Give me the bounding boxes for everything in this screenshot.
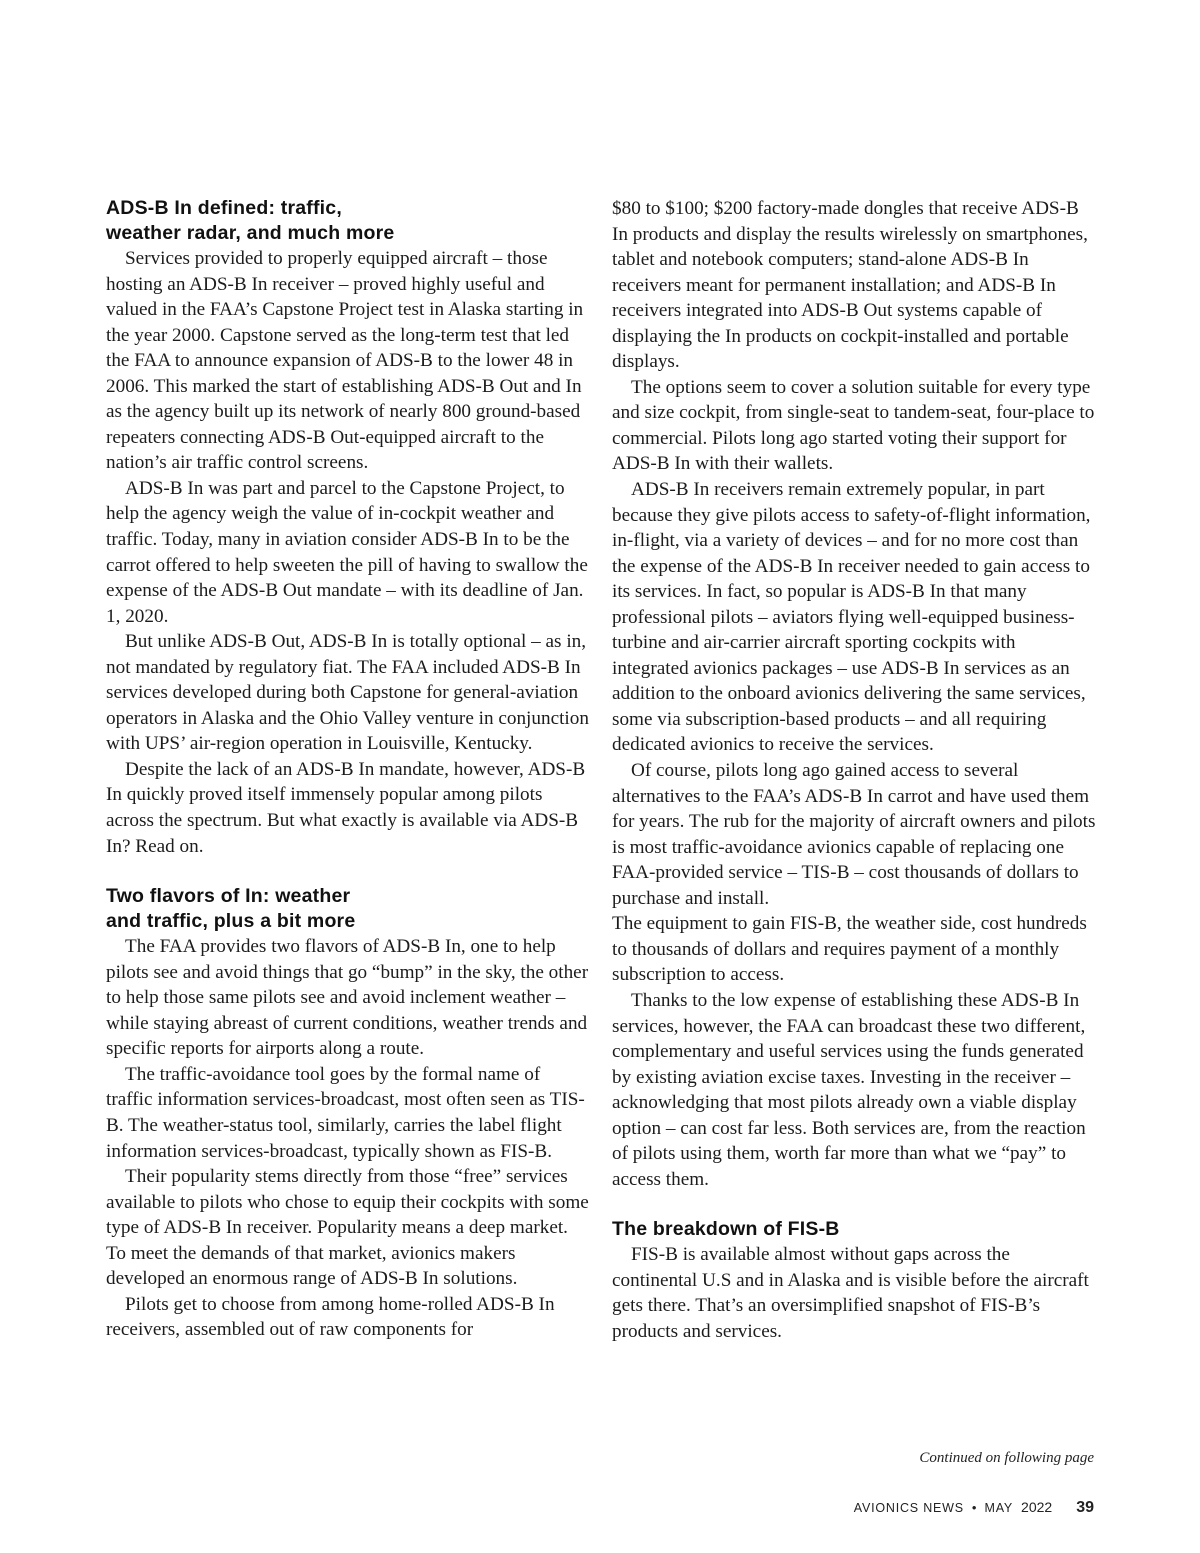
paragraph: ADS-B In was part and parcel to the Capstone Project, to help the agency weigh the value of in-cockpit weather and traffic. Today, many in aviation consider ADS-B In to be the carrot offered to help sweeten the pill of having to swallow the expense of the ADS-B Out mandate – with its deadline of Jan. 1, 2020. [106,477,588,627]
heading-line: and traffic, plus a bit more [106,910,356,933]
paragraph: Despite the lack of an ADS-B In mandate, however, ADS-B In quickly proved itself immensely popular among pilots across the spectrum. But what exactly is available via ADS-B In? Read on. [106,758,586,857]
publication-name: AVIONICS NEWS [853,1501,964,1515]
section-heading-ads-b-in-defined [106,196,590,246]
heading-line: ADS-B In defined: traffic, [106,197,342,219]
issue-month: MAY [984,1501,1014,1515]
paragraph: But unlike ADS-B Out, ADS-B In is totally optional – as in, not mandated by regulatory fiat. The FAA included ADS-B In services developed during both Capstone for general-aviation operators in Alaska and the Ohio Valley venture in conjunction with UPS’ air-region operation in Louisville, Kentucky. [106,631,589,755]
paragraph: The FAA provides two flavors of ADS-B In, one to help pilots see and avoid things that go “bump” in the sky, the other to help those same pilots see and avoid inclement weather – while staying abreast of current conditions, weather trends and specific reports for airports along a route. [106,936,589,1060]
issue-year: 2022 [1021,1499,1053,1515]
section-heading-two-flavors [106,884,590,934]
paragraph: Their popularity stems directly from those “free” services available to pilots who chose to equip their cockpits with some type of ADS-B In receiver. Popularity means a deep market. To meet the demands of that market, avionics makers developed an enormous range of ADS-B In solutions. [106,1166,589,1290]
paragraph: $80 to $100; $200 factory-made dongles that receive ADS-B In products and display the results wirelessly on smartphones, tablet and notebook computers; stand-alone ADS-B In receivers meant for permanent installation; and ADS-B In receivers integrated into ADS-B Out systems capable of displaying the In products on cockpit-installed and portable displays. [612,198,1088,373]
paragraph: The traffic-avoidance tool goes by the formal name of traffic information services-broadcast, most often seen as TIS-B. The weather-status tool, similarly, carries the label flight information services-broadcast, typically shown as FIS-B. [106,1063,585,1162]
paragraph: The options seem to cover a solution suitable for every type and size cockpit, from single-seat to tandem-seat, four-place to commercial. Pilots long ago started voting their support for ADS-B In with their wallets. [612,376,1095,475]
paragraph: Of course, pilots long ago gained access to several alternatives to the FAA’s ADS-B In carrot and have used them for years. The rub for the majority of aircraft owners and pilots is most traffic-avoidance avionics capable of replacing one FAA-provided service – TIS-B – cost thousands of dollars to purchase and install. [612,760,1096,909]
page-number: 39 [1076,1499,1094,1516]
paragraph: Services provided to properly equipped aircraft – those hosting an ADS-B In receiver – proved highly useful and valued in the FAA’s Capstone Project test in Alaska starting in the year 2000. Capstone served as the long-term test that led the FAA to announce expansion of ADS-B to the lower 48 in 2006. This marked the start of establishing ADS-B Out and In as the agency built up its network of nearly 800 ground-based repeaters connecting ADS-B Out-equipped aircraft to the nation’s air traffic control screens. [106,248,584,474]
paragraph: Pilots get to choose from among home-rolled ADS-B In receivers, assembled out of raw components for [106,1293,555,1341]
paragraph: ADS-B In receivers remain extremely popular, in part because they give pilots access to safety-of-flight information, in-flight, via a variety of devices – and for no more cost than the expense of the ADS-B In receiver needed to gain access to its services. In fact, so popular is ADS-B In that many professional pilots – aviators flying well-equipped business-turbine and air-carrier aircraft sporting cockpits with integrated avionics packages – use ADS-B In services as an addition to the onboard avionics delivering the same services, some via subscription-based products – and all requiring dedicated avionics to receive the services. [612,479,1091,756]
paragraph: Thanks to the low expense of establishing these ADS-B In services, however, the FAA can broadcast these two different, complementary and useful services using the funds generated by existing aviation excise taxes. Investing in the receiver – acknowledging that most pilots already own a viable display option – can cost far less. Both services are, from the reaction of pilots using them, worth far more than what we “pay” to access them. [612,989,1086,1190]
left-column [106,196,590,1343]
footer-separator: • [971,1500,977,1515]
section-heading-fis-b-breakdown: The breakdown of FIS-B [612,1218,840,1241]
paragraph: FIS-B is available almost without gaps across the continental U.S and in Alaska and is visible before the aircraft gets there. That’s an oversimplified snapshot of FIS-B’s products and services. [612,1244,1089,1342]
right-column [612,196,1096,1345]
paragraph: The equipment to gain FIS-B, the weather side, cost hundreds to thousands of dollars and requires payment of a monthly subscription to access. [612,913,1087,986]
heading-line: weather radar, and much more [106,222,395,244]
heading-line: Two flavors of In: weather [106,885,351,908]
continued-note: Continued on following page [919,1450,1094,1466]
page-footer [854,1499,1094,1517]
